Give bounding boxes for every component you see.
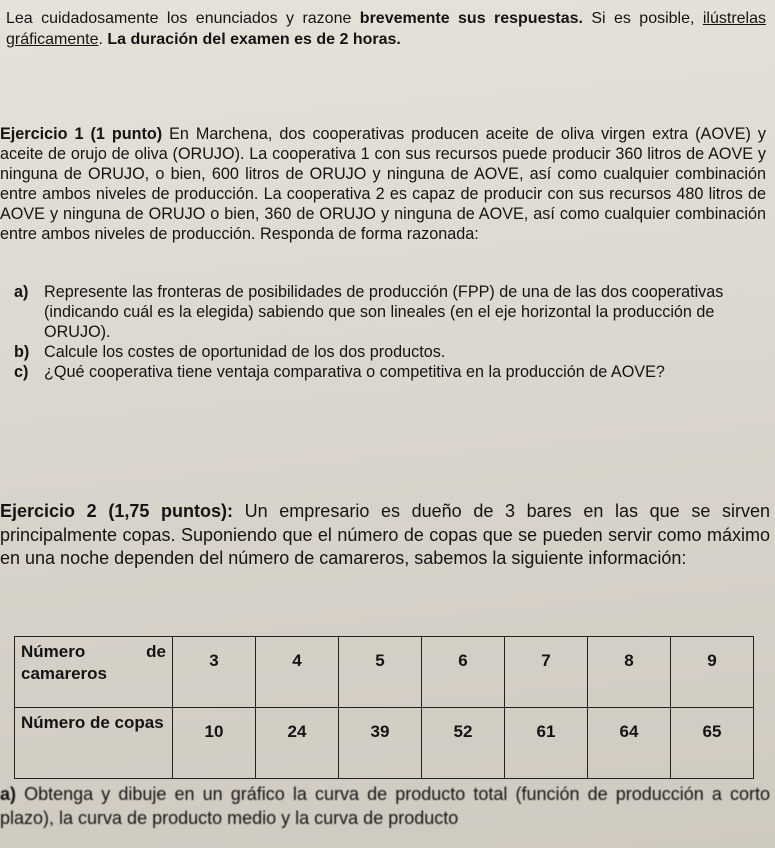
instructions-text-3: . — [98, 31, 108, 48]
question-text: Calcule los costes de oportunidad de los dos productos. — [44, 343, 446, 361]
table-cell: 39 — [339, 708, 422, 779]
table-row — [15, 637, 754, 708]
row-header-drinks: Número de copas — [15, 708, 173, 779]
table-cell: 65 — [671, 708, 754, 779]
instructions-duration: La duración del examen es de 2 horas. — [107, 31, 401, 48]
exercise-2-statement — [0, 500, 770, 571]
table-cell: 9 — [671, 637, 754, 708]
instructions-text-1: Lea cuidadosamente los enunciados y razone — [6, 10, 360, 27]
table-cell: 6 — [422, 637, 505, 708]
instructions-bold-1: brevemente sus respuestas. — [359, 10, 583, 27]
table-cell: 10 — [173, 708, 256, 779]
table-cell: 3 — [173, 637, 256, 708]
table-cell: 8 — [588, 637, 671, 708]
exercise-2-text: Un empresario es dueño de 3 bares en las que se sirven principalmente copas. Suponiendo que el número de copas que se pueden servir como máximo en una noche dependen del número de camareros, sabemos la siguiente información: — [0, 501, 770, 568]
exercise-1-questions — [14, 282, 764, 382]
instructions — [6, 8, 766, 50]
table-cell: 24 — [256, 708, 339, 779]
table-cell: 61 — [505, 708, 588, 779]
question-text: ¿Qué cooperativa tiene ventaja comparativa o competitiva en la producción de AOVE? — [44, 363, 665, 381]
table-cell: 52 — [422, 708, 505, 779]
instructions-text-2: Si es posible, — [582, 10, 703, 27]
exercise-1-title: Ejercicio 1 (1 punto) — [0, 125, 163, 143]
list-item — [14, 362, 764, 382]
table-cell: 4 — [256, 637, 339, 708]
question-marker: a) — [0, 784, 17, 804]
question-text: Obtenga y dibuje en un gráfico la curva de producto total (función de producción a corto plazo), la curva de producto medio y la curva de producto — [0, 784, 770, 828]
row-header-waiters: Número de camareros — [15, 637, 173, 708]
table-row — [15, 708, 754, 779]
data-table — [14, 636, 754, 779]
list-item — [14, 342, 764, 362]
list-item — [14, 282, 764, 342]
exercise-1-text: En Marchena, dos cooperativas producen aceite de oliva virgen extra (AOVE) y aceite de orujo de oliva (ORUJO). La cooperativa 1 con sus recursos puede producir 360 litros de AOVE y ninguna de ORUJO, o bien, 600 litros de ORUJO y ninguna de AOVE, así como cualquier combinación entre ambos niveles de producción. La cooperativa 2 es capaz de producir con sus recursos 480 litros de AOVE y ninguna de ORUJO o bien, 360 de ORUJO y ninguna de AOVE, así como cualquier combinación entre ambos niveles de producción. Responda de forma razonada: — [0, 125, 766, 243]
question-marker: a) — [14, 283, 29, 301]
instructions-underlined: ilústrelas gráficamente — [6, 10, 767, 48]
table-cell: 5 — [339, 637, 422, 708]
exercise-2-title: Ejercicio 2 (1,75 puntos): — [0, 501, 233, 521]
exercise-1-statement — [0, 124, 766, 244]
table-cell: 7 — [505, 637, 588, 708]
exercise-2-question-a — [0, 782, 770, 830]
question-marker: b) — [14, 343, 30, 361]
table-cell: 64 — [588, 708, 671, 779]
question-marker: c) — [14, 363, 29, 381]
question-text: Represente las fronteras de posibilidades de producción (FPP) de una de las dos cooperativas (indicando cuál es la elegida) sabiendo que son lineales (en el eje horizontal la producción de ORUJO). — [44, 283, 724, 341]
